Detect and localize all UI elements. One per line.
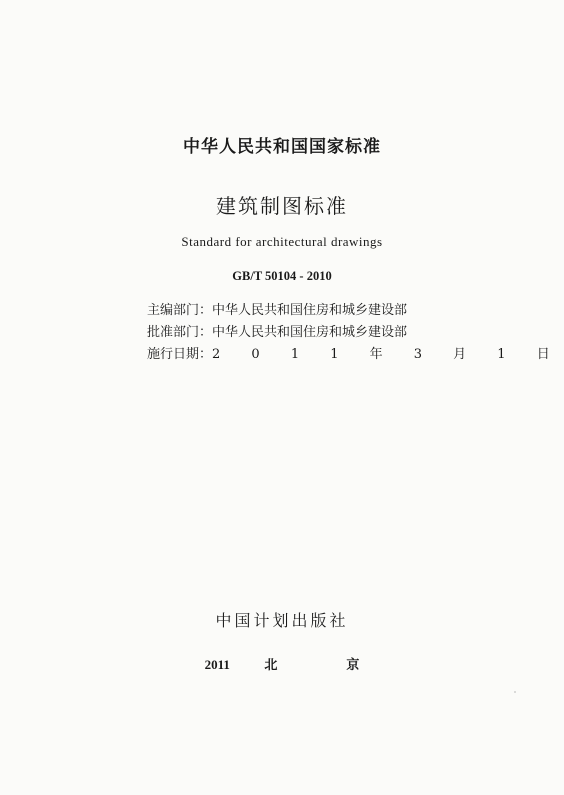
effective-date-value: 2 0 1 1 年 3 月 1 日 (212, 347, 564, 362)
publisher: 中国计划出版社 (215, 611, 349, 630)
effective-date-label: 施行日期： (147, 347, 213, 362)
approver-label: 批准部门： (147, 325, 213, 340)
standard-code: GB/T 50104 - 2010 (232, 269, 332, 283)
effective-date-row (147, 344, 563, 366)
editor-value: 中华人民共和国住房和城乡建设部 (212, 303, 408, 318)
series-title: 中华人民共和国国家标准 (183, 137, 381, 157)
issuing-info (147, 300, 563, 366)
editor-label: 主编部门： (147, 303, 213, 318)
document-title: 建筑制图标准 (216, 194, 348, 218)
approver-value: 中华人民共和国住房和城乡建设部 (212, 325, 408, 340)
editor-row (147, 300, 563, 322)
english-title: Standard for architectural drawings (181, 234, 383, 249)
scan-speck (514, 691, 516, 693)
publication-year-place: 2011 北 京 (204, 657, 360, 672)
approver-row (147, 322, 563, 344)
